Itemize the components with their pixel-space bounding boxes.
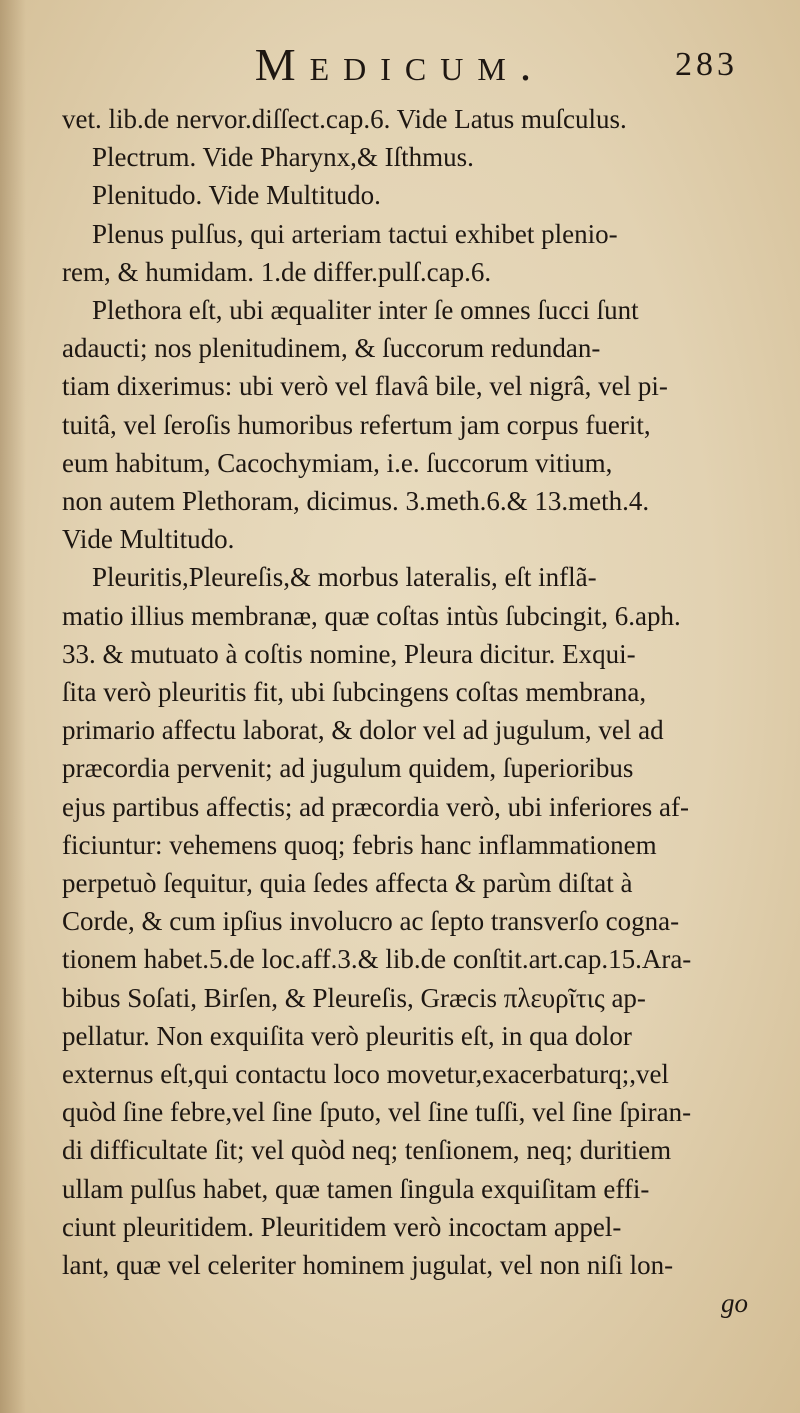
- text-line: Plethora eſt, ubi æqualiter inter ſe omnes ſucci ſunt: [92, 295, 639, 326]
- text-line: tuitâ, vel ſeroſis humoribus refertum jam corpus fuerit,: [62, 409, 651, 440]
- text-line: di difficultate ſit; vel quòd neq; tenſionem, neq; duritiem: [62, 1135, 672, 1166]
- text-line: pellatur. Non exquiſita verò pleuritis eſt, in qua dolor: [62, 1020, 632, 1051]
- text-line: ullam pulſus habet, quæ tamen ſingula exquiſitam effi-: [62, 1173, 650, 1204]
- text-line: Plectrum. Vide Pharynx,& Iſthmus.: [92, 142, 474, 173]
- catchword: go: [721, 1288, 748, 1319]
- text-line: Plenitudo. Vide Multitudo.: [92, 180, 381, 211]
- text-line: Vide Multitudo.: [62, 524, 235, 555]
- text-line: 33. & mutuato à coſtis nomine, Pleura dicitur. Exqui-: [62, 638, 636, 669]
- text-line: primario affectu laborat, & dolor vel ad jugulum, vel ad: [62, 715, 664, 746]
- text-line: ciunt pleuritidem. Pleuritidem verò incoctam appel-: [62, 1211, 622, 1242]
- text-line: vet. lib.de nervor.diſſect.cap.6. Vide Latus muſculus.: [62, 104, 627, 134]
- running-head: Medicum.: [254, 39, 546, 90]
- text-line: lant, quæ vel celeriter hominem jugulat, vel non niſi lon-: [62, 1250, 674, 1281]
- body-text: [62, 100, 752, 1323]
- text-line: externus eſt,qui contactu loco movetur,exacerbaturq;,vel: [62, 1059, 669, 1090]
- text-line: ficiuntur: vehemens quoq; febris hanc inflammationem: [62, 829, 657, 860]
- text-line: tionem habet.5.de loc.aff.3.& lib.de conſtit.art.cap.15.Ara-: [62, 944, 692, 975]
- text-line: Plenus pulſus, qui arteriam tactui exhibet plenio-: [92, 218, 618, 249]
- page-header: [0, 38, 800, 102]
- text-line: ejus partibus affectis; ad præcordia verò, ubi inferiores af-: [62, 791, 690, 822]
- text-line: non autem Plethoram, dicimus. 3.meth.6.& 13.meth.4.: [62, 486, 650, 517]
- text-line: bibus Soſati, Birſen, & Pleureſis, Græcis πλευρῖτις ap-: [62, 982, 646, 1013]
- text-line: perpetuò ſequitur, quia ſedes affecta & parùm diſtat à: [62, 868, 633, 899]
- text-line: rem, & humidam. 1.de differ.pulſ.cap.6.: [62, 256, 492, 287]
- text-line: adaucti; nos plenitudinem, & ſuccorum redundan-: [62, 333, 601, 364]
- page-number: 283: [675, 46, 738, 83]
- text-line: eum habitum, Cacochymiam, i.e. ſuccorum vitium,: [62, 447, 613, 478]
- text-line: tiam dixerimus: ubi verò vel flavâ bile, vel nigrâ, vel pi-: [62, 371, 668, 402]
- text-line: matio illius membranæ, quæ coſtas intùs ſubcingit, 6.aph.: [62, 600, 681, 631]
- text-line: Pleuritis,Pleureſis,& morbus lateralis, eſt inflã-: [92, 562, 597, 593]
- text-line: præcordia pervenit; ad jugulum quidem, ſuperioribus: [62, 753, 634, 784]
- text-line: Corde, & cum ipſius involucro ac ſepto transverſo cogna-: [62, 906, 680, 937]
- text-line: ſita verò pleuritis fit, ubi ſubcingens coſtas membrana,: [62, 677, 647, 708]
- text-line: quòd ſine febre,vel ſine ſputo, vel ſine tuſſi, vel ſine ſpiran-: [62, 1097, 692, 1128]
